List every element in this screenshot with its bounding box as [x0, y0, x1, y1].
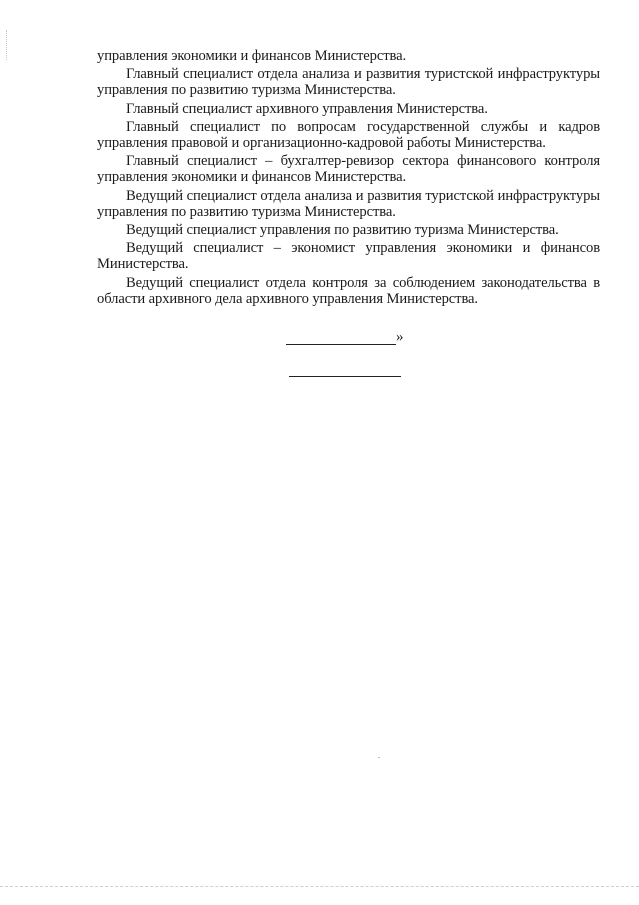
document-body — [97, 48, 600, 309]
paragraph-leading-specialist-tourism-infrastructure: Ведущий специалист отдела анализа и развития туристской инфраструктуры управления по развитию туризма Министерства. — [97, 187, 600, 220]
scan-artifact — [6, 30, 8, 60]
paragraph-leading-specialist-archive-control: Ведущий специалист отдела контроля за соблюдением законодательства в области архивного дела архивного управления Министерства. — [97, 274, 600, 307]
paragraph-leading-specialist-tourism: Ведущий специалист управления по развитию туризма Министерства. — [126, 222, 559, 239]
paragraph-chief-specialist-tourism-infrastructure: Главный специалист отдела анализа и развития туристской инфраструктуры управления по развитию туризма Министерства. — [97, 66, 600, 99]
closing-quote: » — [396, 329, 404, 345]
paragraph-chief-specialist-auditor: Главный специалист – бухгалтер-ревизор сектора финансового контроля управления экономики и финансов Министерства. — [97, 153, 600, 186]
closing-underline — [286, 344, 396, 345]
paragraph-continuation: управления экономики и финансов Министерства. — [97, 48, 407, 64]
closing-mark — [286, 331, 426, 347]
page-bottom-edge — [0, 886, 639, 887]
paragraph-chief-specialist-archive: Главный специалист архивного управления Министерства. — [126, 100, 488, 117]
end-separator-line — [289, 376, 401, 377]
paragraph-leading-specialist-economist: Ведущий специалист – экономист управления экономики и финансов Министерства. — [97, 240, 600, 273]
scan-artifact-dot — [378, 757, 380, 758]
paragraph-chief-specialist-civil-service: Главный специалист по вопросам государственной службы и кадров управления правовой и организационно-кадровой работы Министерства. — [97, 118, 600, 152]
